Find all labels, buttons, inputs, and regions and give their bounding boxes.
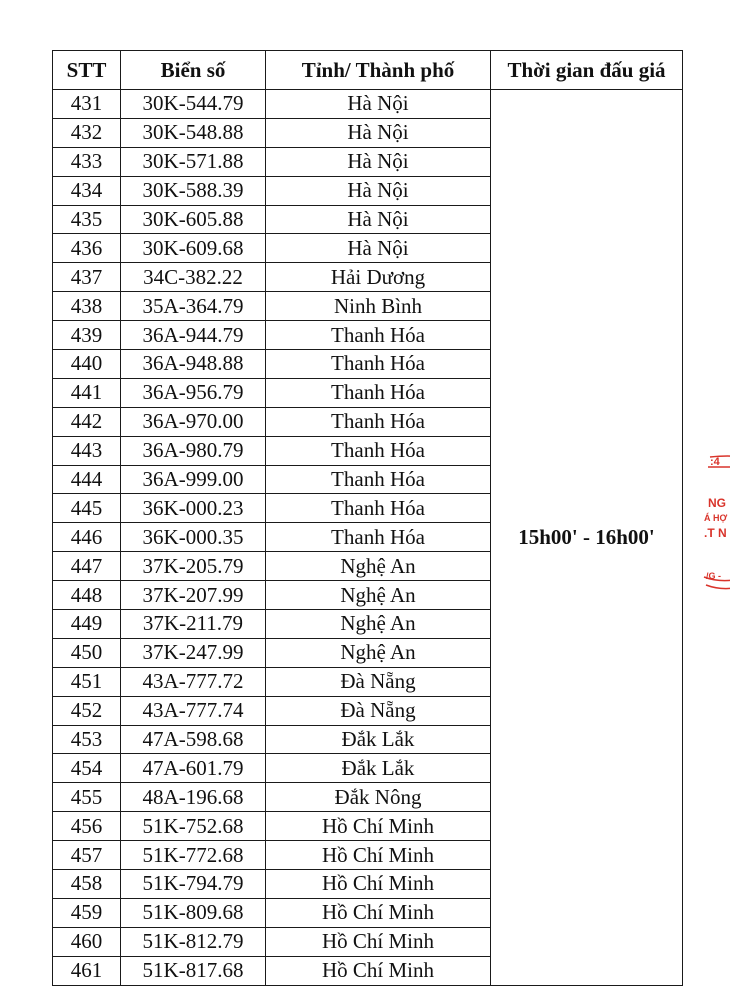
cell-stt: 441	[53, 378, 121, 407]
cell-province: Nghệ An	[266, 610, 491, 639]
cell-stt: 451	[53, 667, 121, 696]
cell-province: Hà Nội	[266, 234, 491, 263]
red-seal-stamp	[700, 455, 730, 595]
cell-stt: 450	[53, 638, 121, 667]
cell-province: Hà Nội	[266, 205, 491, 234]
cell-stt: 433	[53, 147, 121, 176]
cell-plate: 36A-948.88	[121, 350, 266, 379]
cell-province: Nghệ An	[266, 581, 491, 610]
cell-province: Thanh Hóa	[266, 494, 491, 523]
cell-plate: 51K-812.79	[121, 927, 266, 956]
cell-plate: 37K-211.79	[121, 610, 266, 639]
cell-plate: 51K-817.68	[121, 956, 266, 985]
seal-text-fragment: :4	[710, 456, 720, 468]
cell-stt: 438	[53, 292, 121, 321]
cell-province: Đà Nẵng	[266, 667, 491, 696]
cell-plate: 36A-970.00	[121, 407, 266, 436]
seal-text-fragment: NG	[708, 496, 726, 510]
cell-province: Đắk Nông	[266, 783, 491, 812]
cell-stt: 459	[53, 898, 121, 927]
table-row	[53, 90, 683, 119]
cell-stt: 431	[53, 90, 121, 119]
seal-text-fragment: Á HỢ	[704, 513, 728, 523]
cell-province: Đắk Lắk	[266, 754, 491, 783]
cell-province: Hà Nội	[266, 90, 491, 119]
cell-plate: 30K-605.88	[121, 205, 266, 234]
table-body	[53, 90, 683, 986]
cell-province: Ninh Bình	[266, 292, 491, 321]
cell-stt: 446	[53, 523, 121, 552]
cell-stt: 454	[53, 754, 121, 783]
cell-plate: 36A-944.79	[121, 321, 266, 350]
cell-stt: 455	[53, 783, 121, 812]
cell-province: Hà Nội	[266, 147, 491, 176]
cell-plate: 30K-609.68	[121, 234, 266, 263]
seal-text-fragment: /G -	[706, 571, 721, 581]
cell-province: Thanh Hóa	[266, 523, 491, 552]
cell-stt: 458	[53, 870, 121, 899]
cell-stt: 447	[53, 552, 121, 581]
cell-province: Thanh Hóa	[266, 465, 491, 494]
header-time: Thời gian đấu giá	[491, 51, 683, 90]
header-province: Tỉnh/ Thành phố	[266, 51, 491, 90]
cell-stt: 461	[53, 956, 121, 985]
table-header-row	[53, 51, 683, 90]
cell-province: Đà Nẵng	[266, 696, 491, 725]
cell-plate: 47A-601.79	[121, 754, 266, 783]
cell-stt: 445	[53, 494, 121, 523]
header-stt: STT	[53, 51, 121, 90]
cell-stt: 437	[53, 263, 121, 292]
cell-stt: 460	[53, 927, 121, 956]
cell-province: Thanh Hóa	[266, 321, 491, 350]
cell-stt: 436	[53, 234, 121, 263]
cell-province: Hồ Chí Minh	[266, 812, 491, 841]
seal-fragment-graphic	[700, 455, 730, 595]
cell-plate: 30K-548.88	[121, 118, 266, 147]
cell-province: Hồ Chí Minh	[266, 870, 491, 899]
cell-plate: 51K-809.68	[121, 898, 266, 927]
cell-province: Hồ Chí Minh	[266, 841, 491, 870]
header-plate: Biển số	[121, 51, 266, 90]
cell-province: Thanh Hóa	[266, 350, 491, 379]
cell-plate: 36A-999.00	[121, 465, 266, 494]
cell-plate: 48A-196.68	[121, 783, 266, 812]
cell-plate: 30K-571.88	[121, 147, 266, 176]
cell-plate: 34C-382.22	[121, 263, 266, 292]
cell-plate: 43A-777.74	[121, 696, 266, 725]
cell-stt: 453	[53, 725, 121, 754]
cell-stt: 435	[53, 205, 121, 234]
auction-schedule-table	[52, 50, 683, 986]
cell-stt: 443	[53, 436, 121, 465]
cell-stt: 440	[53, 350, 121, 379]
cell-stt: 456	[53, 812, 121, 841]
cell-province: Thanh Hóa	[266, 436, 491, 465]
cell-plate: 36K-000.23	[121, 494, 266, 523]
cell-plate: 36A-956.79	[121, 378, 266, 407]
cell-stt: 444	[53, 465, 121, 494]
cell-plate: 43A-777.72	[121, 667, 266, 696]
cell-stt: 434	[53, 176, 121, 205]
cell-province: Hải Dương	[266, 263, 491, 292]
cell-plate: 36K-000.35	[121, 523, 266, 552]
cell-province: Hà Nội	[266, 118, 491, 147]
cell-province: Thanh Hóa	[266, 407, 491, 436]
cell-plate: 51K-772.68	[121, 841, 266, 870]
cell-auction-time: 15h00' - 16h00'	[491, 90, 683, 986]
cell-province: Hà Nội	[266, 176, 491, 205]
cell-stt: 439	[53, 321, 121, 350]
cell-province: Thanh Hóa	[266, 378, 491, 407]
cell-plate: 35A-364.79	[121, 292, 266, 321]
cell-plate: 37K-247.99	[121, 638, 266, 667]
cell-province: Nghệ An	[266, 552, 491, 581]
cell-plate: 30K-588.39	[121, 176, 266, 205]
cell-stt: 448	[53, 581, 121, 610]
cell-plate: 37K-205.79	[121, 552, 266, 581]
cell-province: Nghệ An	[266, 638, 491, 667]
cell-stt: 432	[53, 118, 121, 147]
cell-stt: 449	[53, 610, 121, 639]
cell-plate: 36A-980.79	[121, 436, 266, 465]
cell-stt: 452	[53, 696, 121, 725]
cell-plate: 37K-207.99	[121, 581, 266, 610]
cell-plate: 51K-794.79	[121, 870, 266, 899]
cell-province: Hồ Chí Minh	[266, 898, 491, 927]
cell-stt: 442	[53, 407, 121, 436]
cell-plate: 47A-598.68	[121, 725, 266, 754]
cell-stt: 457	[53, 841, 121, 870]
cell-province: Hồ Chí Minh	[266, 927, 491, 956]
cell-province: Đắk Lắk	[266, 725, 491, 754]
seal-text-fragment: .T N	[704, 526, 727, 540]
cell-province: Hồ Chí Minh	[266, 956, 491, 985]
cell-plate: 51K-752.68	[121, 812, 266, 841]
cell-plate: 30K-544.79	[121, 90, 266, 119]
